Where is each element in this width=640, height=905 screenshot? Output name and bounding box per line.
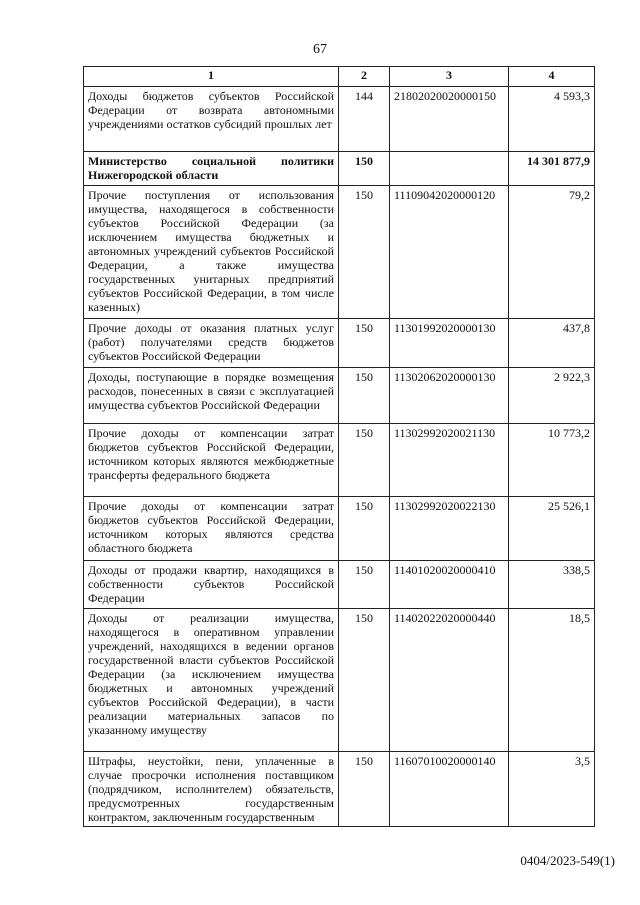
revenue-name-cell: Министерство социальной политики Нижегородской области	[84, 152, 339, 186]
amount-cell: 10 773,2	[509, 424, 595, 497]
table-row	[84, 609, 595, 752]
budget-classification-code-cell: 11402022020000440	[390, 609, 509, 752]
table-body	[84, 87, 595, 827]
table-row	[84, 424, 595, 497]
header-col-3: 3	[390, 67, 509, 87]
revenue-name-cell: Штрафы, неустойки, пени, уплаченные в случае просрочки исполнения поставщиком (подрядчиком, исполнителем) обязательств, предусмотренных государственным контрактом, заключенным государственным	[84, 752, 339, 827]
revenue-name-cell: Доходы от продажи квартир, находящихся в собственности субъектов Российской Федерации	[84, 561, 339, 609]
table-row	[84, 561, 595, 609]
budget-classification-code-cell: 11109042020000120	[390, 186, 509, 319]
table-row	[84, 152, 595, 186]
budget-classification-code-cell: 11302062020000130	[390, 368, 509, 424]
budget-classification-code-cell: 11401020020000410	[390, 561, 509, 609]
admin-code-cell: 150	[339, 186, 390, 319]
budget-classification-code-cell: 21802020020000150	[390, 87, 509, 152]
revenue-name-cell: Прочие доходы от оказания платных услуг (работ) получателями средств бюджетов субъектов Российской Федерации	[84, 319, 339, 368]
page-number: 67	[313, 42, 327, 57]
table-row	[84, 87, 595, 152]
amount-cell: 437,8	[509, 319, 595, 368]
revenue-name-cell: Доходы бюджетов субъектов Российской Федерации от возврата автономными учреждениями остатков субсидий прошлых лет	[84, 87, 339, 152]
admin-code-cell: 150	[339, 319, 390, 368]
amount-cell: 4 593,3	[509, 87, 595, 152]
table-row	[84, 186, 595, 319]
admin-code-cell: 150	[339, 609, 390, 752]
table-row	[84, 319, 595, 368]
revenue-name-cell: Доходы, поступающие в порядке возмещения расходов, понесенных в связи с эксплуатацией имущества субъектов Российской Федерации	[84, 368, 339, 424]
header-col-2: 2	[339, 67, 390, 87]
amount-cell: 18,5	[509, 609, 595, 752]
revenue-name-cell: Прочие доходы от компенсации затрат бюджетов субъектов Российской Федерации, источником которых являются средства областного бюджета	[84, 497, 339, 561]
table-header-row	[84, 67, 595, 87]
revenue-name-cell: Доходы от реализации имущества, находящегося в оперативном управлении учреждений, находящихся в ведении органов государственной власти субъектов Российской Федерации (за исключением имущества бюджетных и автономных учреждений субъектов Российской Федерации), в части реализации материальных запасов по указанному имуществу	[84, 609, 339, 752]
budget-classification-code-cell: 11301992020000130	[390, 319, 509, 368]
budget-classification-code-cell: 11302992020021130	[390, 424, 509, 497]
amount-cell: 25 526,1	[509, 497, 595, 561]
amount-cell: 3,5	[509, 752, 595, 827]
revenue-name-cell: Прочие доходы от компенсации затрат бюджетов субъектов Российской Федерации, источником которых являются межбюджетные трансферты федерального бюджета	[84, 424, 339, 497]
admin-code-cell: 150	[339, 497, 390, 561]
revenue-name-cell: Прочие поступления от использования имущества, находящегося в собственности субъектов Российской Федерации (за исключением имущества бюджетных и автономных учреждений субъектов Российской Федерации, а также имущества государственных унитарных предприятий субъектов Российской Федерации, в том числе казенных)	[84, 186, 339, 319]
admin-code-cell: 150	[339, 424, 390, 497]
budget-classification-code-cell	[390, 152, 509, 186]
table-row	[84, 497, 595, 561]
admin-code-cell: 144	[339, 87, 390, 152]
admin-code-cell: 150	[339, 561, 390, 609]
table-row	[84, 752, 595, 827]
document-reference: 0404/2023-549(1)	[520, 853, 615, 868]
amount-cell: 2 922,3	[509, 368, 595, 424]
amount-cell: 79,2	[509, 186, 595, 319]
amount-cell: 338,5	[509, 561, 595, 609]
admin-code-cell: 150	[339, 152, 390, 186]
header-col-1: 1	[84, 67, 339, 87]
table-row	[84, 368, 595, 424]
admin-code-cell: 150	[339, 368, 390, 424]
header-col-4: 4	[509, 67, 595, 87]
budget-classification-code-cell: 11302992020022130	[390, 497, 509, 561]
amount-cell: 14 301 877,9	[509, 152, 595, 186]
revenue-table	[83, 66, 595, 827]
admin-code-cell: 150	[339, 752, 390, 827]
budget-classification-code-cell: 11607010020000140	[390, 752, 509, 827]
